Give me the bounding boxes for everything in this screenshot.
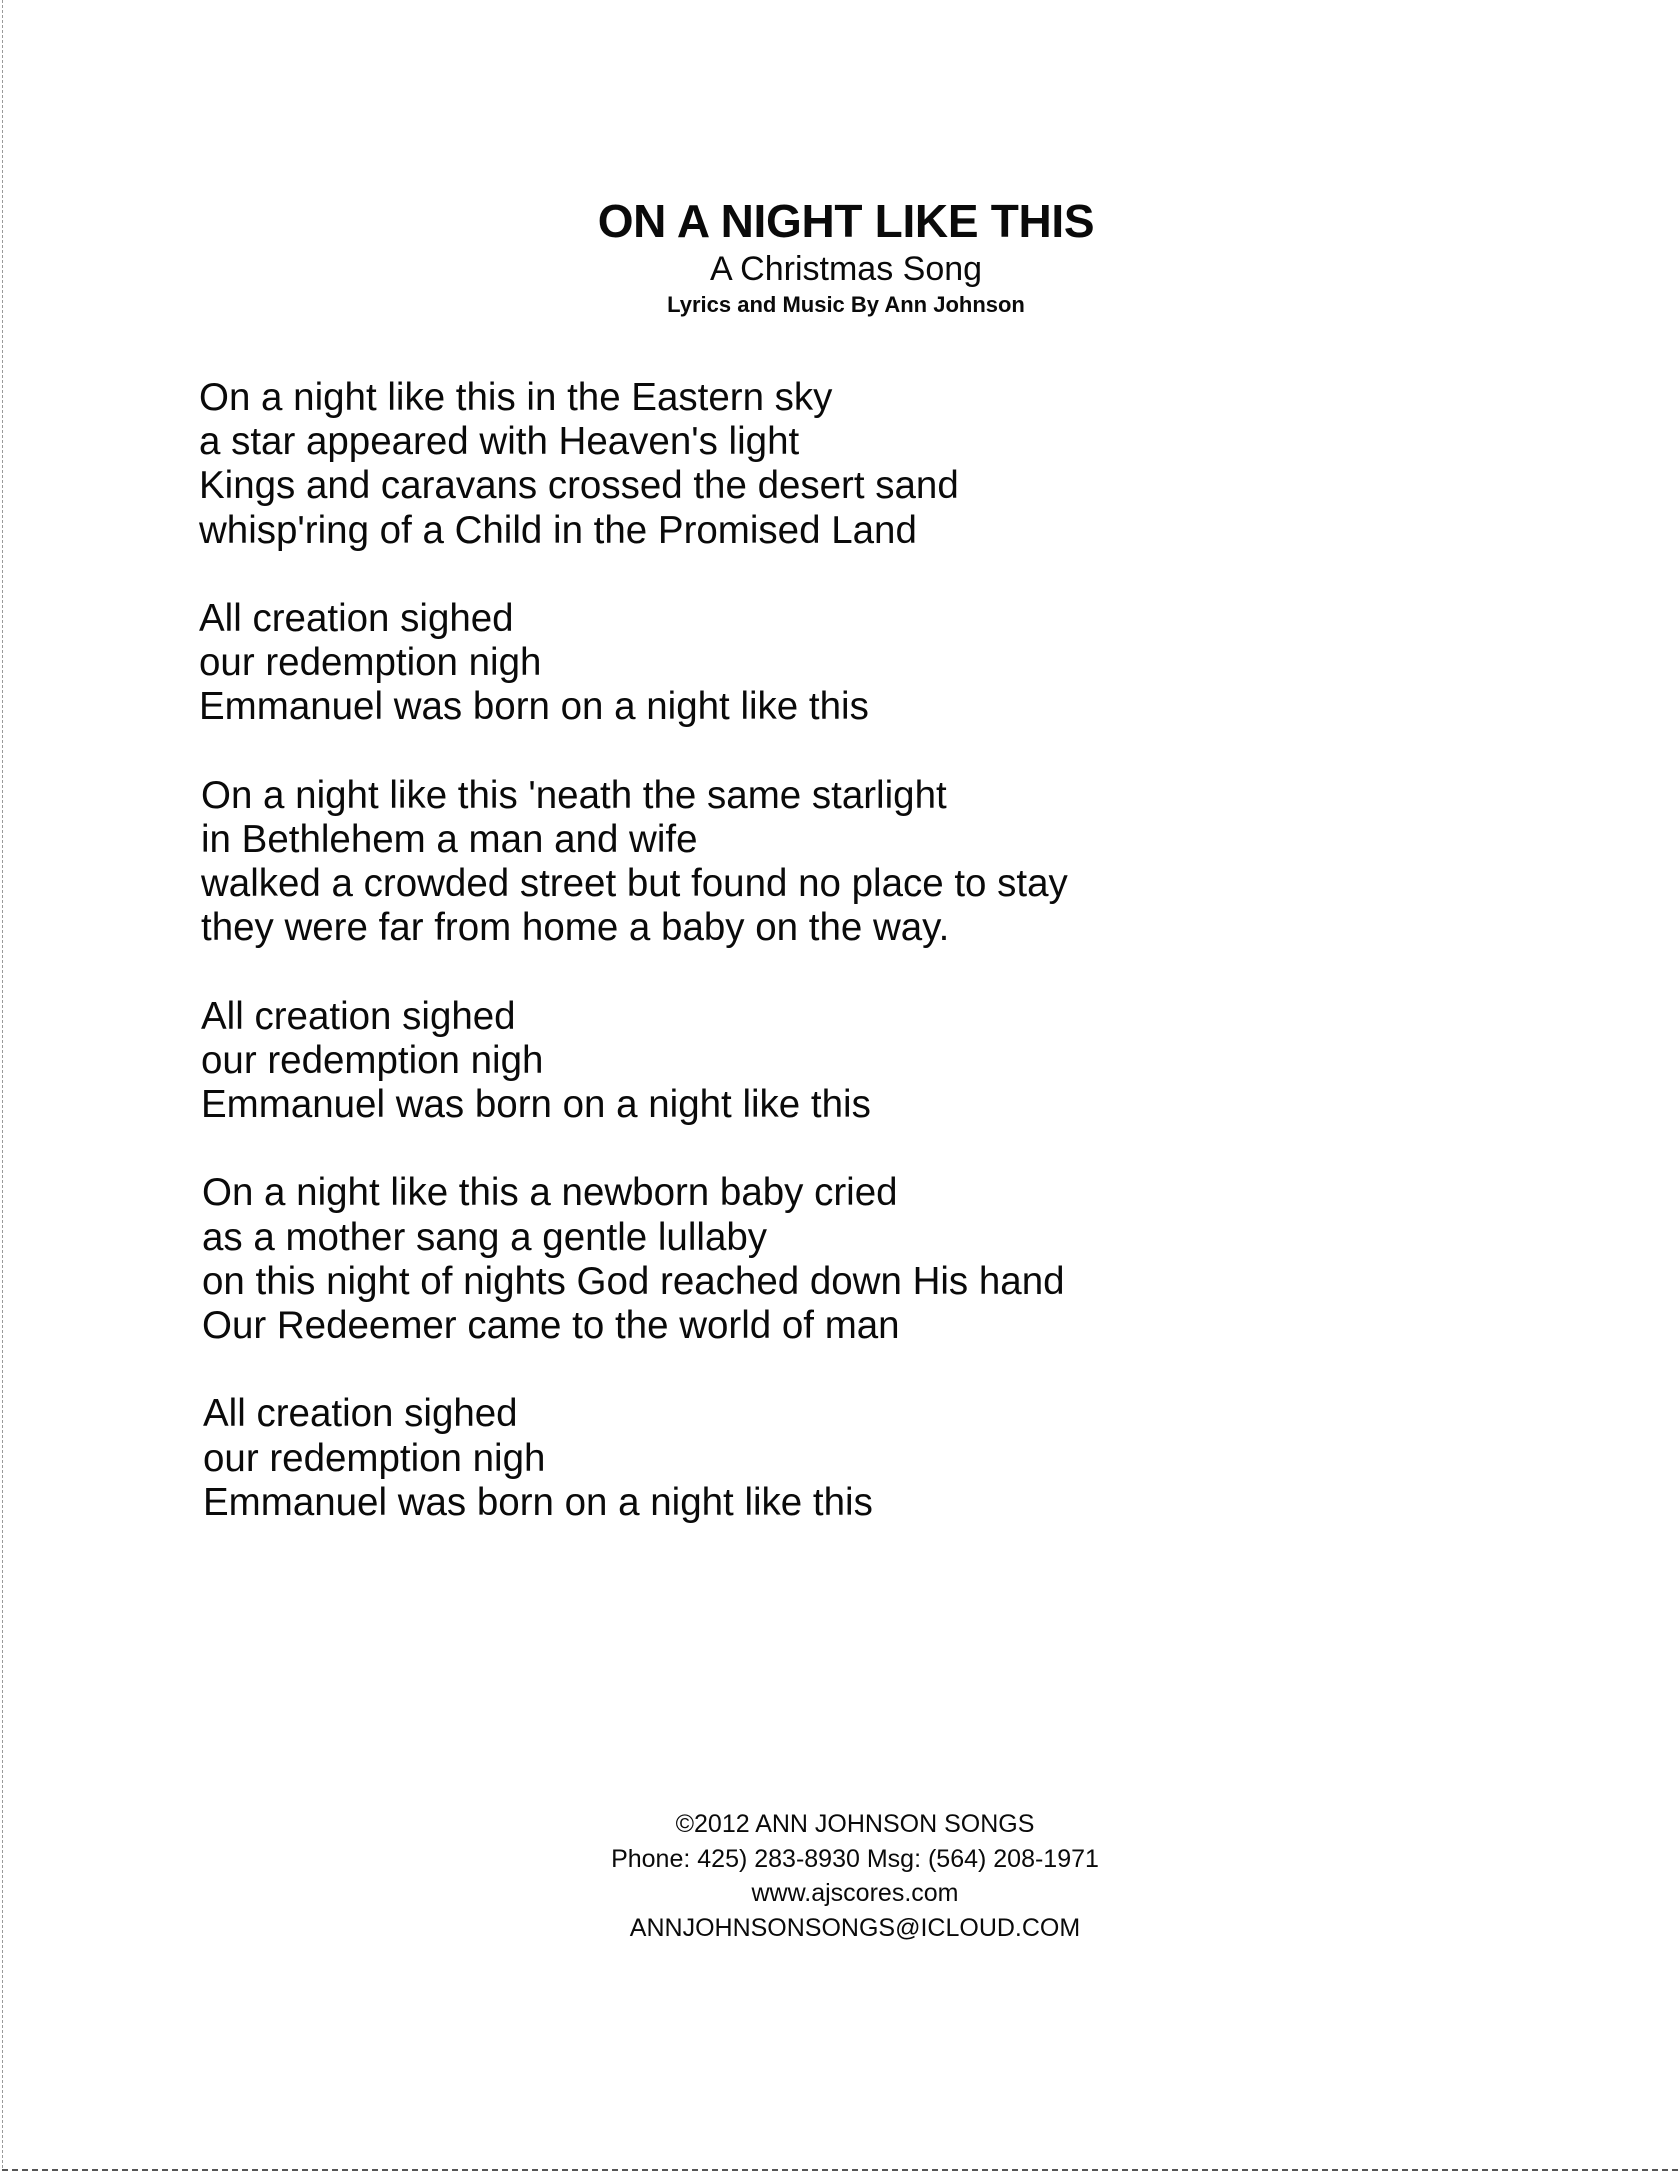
song-subtitle: A Christmas Song — [709, 250, 983, 288]
chorus-3 — [203, 1392, 1199, 1525]
lyric-line: our redemption nigh — [199, 641, 542, 685]
song-title: ON A NIGHT LIKE THIS — [597, 195, 1095, 247]
phone-numbers: Phone: 425) 283-8930 Msg: (564) 208-1971 — [611, 1844, 1099, 1873]
lyric-line: on this night of nights God reached down His hand — [202, 1259, 1065, 1303]
verse-3 — [202, 1171, 1199, 1348]
lyric-line: All creation sighed — [201, 994, 516, 1038]
website-url: www.ajscores.com — [751, 1879, 959, 1907]
verse-2 — [201, 774, 1199, 951]
email-address: ANNJOHNSONSONGS@ICLOUD.COM — [629, 1913, 1081, 1942]
song-byline: Lyrics and Music By Ann Johnson — [667, 292, 1025, 317]
lyric-line: as a mother sang a gentle lullaby — [202, 1215, 768, 1259]
lyric-line: a star appeared with Heaven's light — [199, 420, 800, 464]
lyric-line: Our Redeemer came to the world of man — [202, 1303, 900, 1347]
lyric-line: All creation sighed — [199, 596, 514, 640]
lyric-line: Kings and caravans crossed the desert sand — [199, 464, 959, 508]
scan-edge-left — [2, 0, 3, 2168]
lyric-line: Emmanuel was born on a night like this — [199, 685, 869, 729]
lyric-line: whisp'ring of a Child in the Promised Land — [199, 508, 917, 552]
chorus-1 — [199, 597, 1199, 730]
lyric-line: On a night like this 'neath the same starlight — [201, 773, 947, 817]
copyright-notice: ©2012 ANN JOHNSON SONGS — [675, 1810, 1035, 1838]
verse-1 — [199, 376, 1199, 553]
scan-edge-bottom — [2, 2169, 1678, 2171]
lyric-line: All creation sighed — [203, 1392, 518, 1436]
lyric-line: On a night like this a newborn baby cried — [202, 1171, 898, 1215]
lyric-line: our redemption nigh — [203, 1436, 546, 1480]
lyric-line: walked a crowded street but found no place to stay — [201, 862, 1068, 906]
lyric-line: On a night like this in the Eastern sky — [199, 376, 833, 419]
lyric-line: in Bethlehem a man and wife — [201, 817, 698, 861]
lyric-line: Emmanuel was born on a night like this — [203, 1480, 873, 1524]
lyric-line: our redemption nigh — [201, 1038, 544, 1082]
copyright-footer — [555, 1807, 1155, 1945]
lyric-line: Emmanuel was born on a night like this — [201, 1083, 871, 1126]
lyrics-body — [199, 376, 1199, 1569]
chorus-2 — [201, 995, 1199, 1128]
lyric-line: they were far from home a baby on the way. — [201, 906, 950, 950]
